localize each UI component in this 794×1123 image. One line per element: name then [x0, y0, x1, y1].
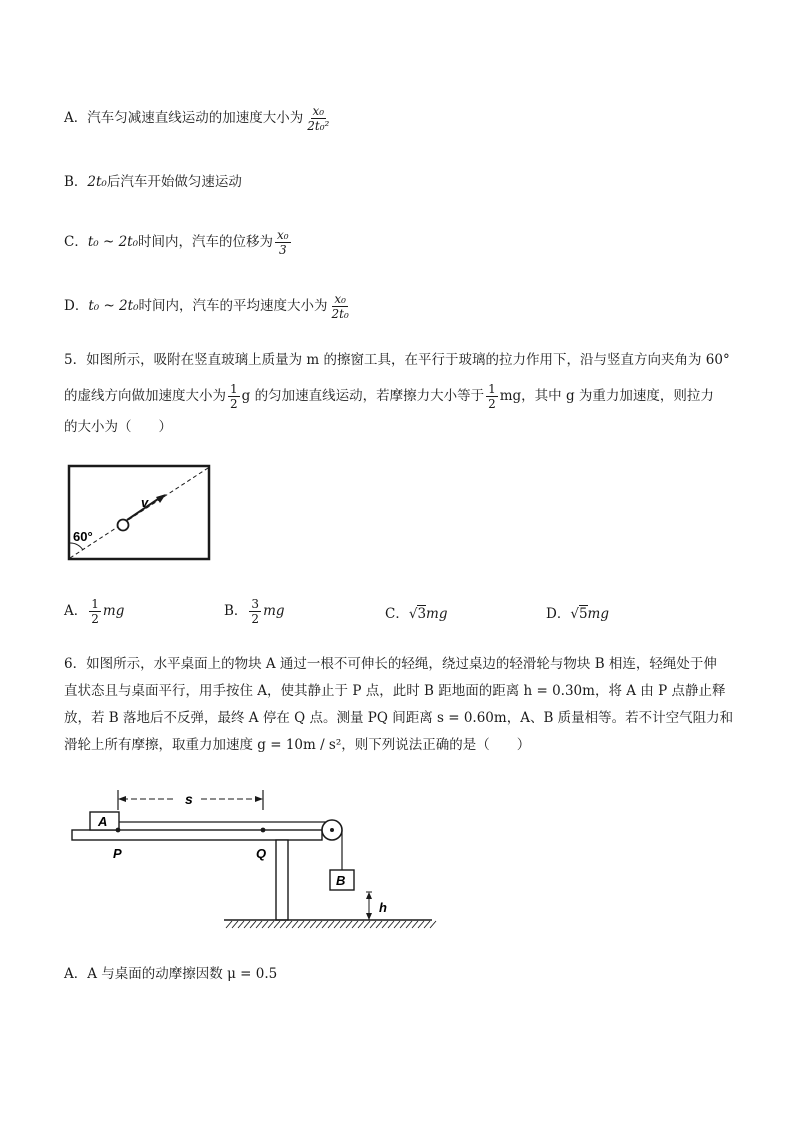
- stem-text: g 的匀加速直线运动，若摩擦力大小等于: [241, 388, 485, 404]
- option-label: A．: [64, 110, 88, 126]
- option-label: D．: [546, 606, 571, 622]
- window-cleaner-tool: [118, 520, 129, 531]
- q4-option-a: [64, 104, 333, 133]
- point-p-label: P: [113, 846, 122, 861]
- hatch-mark: [340, 921, 346, 928]
- q5-figure: [66, 463, 216, 563]
- option-text: mg: [587, 606, 609, 622]
- fraction-numerator: x₀: [312, 104, 325, 118]
- option-label: C．: [385, 606, 409, 622]
- option-text: mg: [263, 603, 285, 619]
- q5-option-a: [64, 597, 124, 626]
- pulley-axle: [330, 828, 334, 832]
- option-label: B．: [64, 174, 88, 190]
- option-text: 时间内，汽车的平均速度大小为: [138, 298, 328, 314]
- q6-stem-line-3: 放，若 B 落地后不反弹，最终 A 停在 Q 点。测量 PQ 间距离 s = 0.60m，A、B 质量相等。若不计空气阻力和: [64, 710, 734, 726]
- hatch-mark: [382, 921, 388, 928]
- fraction-denominator: 2: [251, 612, 260, 626]
- point-q-label: Q: [256, 846, 267, 861]
- q5-stem-line-2: [64, 382, 714, 411]
- hatch-mark: [322, 921, 328, 928]
- hatch-mark: [352, 921, 358, 928]
- fraction: [330, 292, 351, 321]
- hatch-mark: [358, 921, 364, 928]
- fraction: [486, 382, 498, 411]
- table-leg: [276, 840, 288, 920]
- q5-option-c: [385, 602, 448, 622]
- hatch-mark: [244, 921, 250, 928]
- q5-stem-line-1: 5．如图所示，吸附在竖直玻璃上质量为 m 的擦窗工具，在平行于玻璃的拉力作用下，沿与竖直方向夹角为 60°: [64, 352, 730, 368]
- q6-stem-line-2: 直状态且与桌面平行，用手按住 A，使其静止于 P 点，此时 B 距地面的距离 h = 0.30m，将 A 由 P 点静止释: [64, 683, 726, 699]
- fraction-numerator: x₀: [277, 228, 289, 242]
- option-text: 时间内，汽车的位移为: [138, 234, 274, 250]
- hatch-mark: [250, 921, 256, 928]
- hatch-mark: [238, 921, 244, 928]
- hatch-mark: [292, 921, 298, 928]
- hatch-mark: [418, 921, 424, 928]
- hatch-mark: [316, 921, 322, 928]
- hatch-mark: [226, 921, 232, 928]
- fraction-denominator: 2: [488, 397, 496, 411]
- hatch-mark: [376, 921, 382, 928]
- hatch-mark: [274, 921, 280, 928]
- option-text: 后汽车开始做匀速运动: [106, 174, 242, 190]
- hatch-mark: [394, 921, 400, 928]
- math-expression: t₀ ~ 2t₀: [88, 298, 139, 314]
- hatch-mark: [412, 921, 418, 928]
- radicand: 3: [417, 606, 427, 622]
- hatch-mark: [232, 921, 238, 928]
- fraction-numerator: 1: [91, 597, 99, 611]
- angle-label: 60°: [73, 529, 93, 544]
- hatch-mark: [430, 921, 436, 928]
- option-text: mg: [426, 606, 448, 622]
- q4-option-b: [64, 172, 242, 192]
- hatch-mark: [364, 921, 370, 928]
- s-left-arrowhead: [118, 796, 126, 802]
- fraction-numerator: 3: [251, 597, 260, 611]
- hatch-mark: [328, 921, 334, 928]
- hatch-mark: [262, 921, 268, 928]
- option-label: D．: [64, 298, 89, 314]
- hatch-mark: [424, 921, 430, 928]
- option-text: 汽车匀减速直线运动的加速度大小为: [87, 110, 304, 126]
- fraction-numerator: 1: [230, 382, 238, 396]
- math-expression: t₀ ~ 2t₀: [87, 234, 139, 250]
- q6-stem-line-4: 滑轮上所有摩擦，取重力加速度 g = 10m / s²，则下列说法正确的是（ ）: [64, 737, 531, 753]
- fraction-denominator: 2t₀: [331, 307, 349, 321]
- fraction: [275, 228, 291, 257]
- q6-option-a: A．A 与桌面的动摩擦因数 μ = 0.5: [64, 966, 278, 982]
- hatch-mark: [400, 921, 406, 928]
- option-text: mg: [102, 603, 125, 619]
- point-q-marker: [261, 828, 266, 833]
- hatch-mark: [346, 921, 352, 928]
- fraction: [305, 104, 331, 133]
- hatch-mark: [370, 921, 376, 928]
- stem-text: 的虚线方向做加速度大小为: [64, 388, 226, 404]
- hatch-mark: [280, 921, 286, 928]
- hatch-mark: [256, 921, 262, 928]
- hatch-mark: [334, 921, 340, 928]
- point-p-marker: [116, 828, 121, 833]
- q4-option-d: [64, 292, 353, 321]
- fraction: [249, 597, 261, 626]
- fraction-denominator: 2: [91, 612, 99, 626]
- h-label: h: [379, 900, 387, 915]
- hatch-mark: [304, 921, 310, 928]
- math-expression: 2t₀: [87, 174, 107, 190]
- option-label: B．: [224, 603, 248, 619]
- h-up-arrowhead: [366, 892, 372, 899]
- angle-arc: [70, 543, 83, 550]
- ground-hatching: [226, 921, 436, 928]
- stem-text: mg，其中 g 为重力加速度，则拉力: [499, 388, 714, 404]
- q6-stem-line-1: 6．如图所示，水平桌面上的物块 A 通过一根不可伸长的轻绳，绕过桌边的轻滑轮与物块 B 相连，轻绳处于伸: [64, 656, 717, 672]
- sqrt-icon: √: [408, 606, 418, 622]
- fraction-denominator: 2: [230, 397, 238, 411]
- block-a-label: A: [98, 814, 108, 829]
- fraction: [89, 597, 101, 626]
- hatch-mark: [286, 921, 292, 928]
- fraction-numerator: 1: [488, 382, 496, 396]
- hatch-mark: [388, 921, 394, 928]
- radicand: 5: [578, 606, 588, 622]
- hatch-mark: [310, 921, 316, 928]
- q5-stem-line-3: 的大小为（ ）: [64, 419, 172, 435]
- fraction-denominator: 2t₀²: [307, 119, 330, 133]
- sqrt-icon: √: [570, 606, 579, 622]
- q6-figure: [66, 780, 446, 940]
- fraction-numerator: x₀: [334, 292, 346, 306]
- fraction: [228, 382, 240, 411]
- s-right-arrowhead: [255, 796, 263, 802]
- table-top: [72, 830, 322, 840]
- h-down-arrowhead: [366, 913, 372, 920]
- hatch-mark: [406, 921, 412, 928]
- hatch-mark: [268, 921, 274, 928]
- q4-option-c: [64, 228, 293, 257]
- fraction-denominator: 3: [278, 243, 287, 257]
- option-label: C．: [64, 234, 88, 250]
- option-label: A．: [64, 603, 88, 619]
- block-b-label: B: [336, 873, 346, 888]
- velocity-label: v: [141, 495, 149, 510]
- q5-option-d: [546, 602, 609, 622]
- q5-option-b: [224, 597, 285, 626]
- velocity-arrowhead: [156, 494, 166, 503]
- hatch-mark: [298, 921, 304, 928]
- s-label: s: [185, 791, 193, 807]
